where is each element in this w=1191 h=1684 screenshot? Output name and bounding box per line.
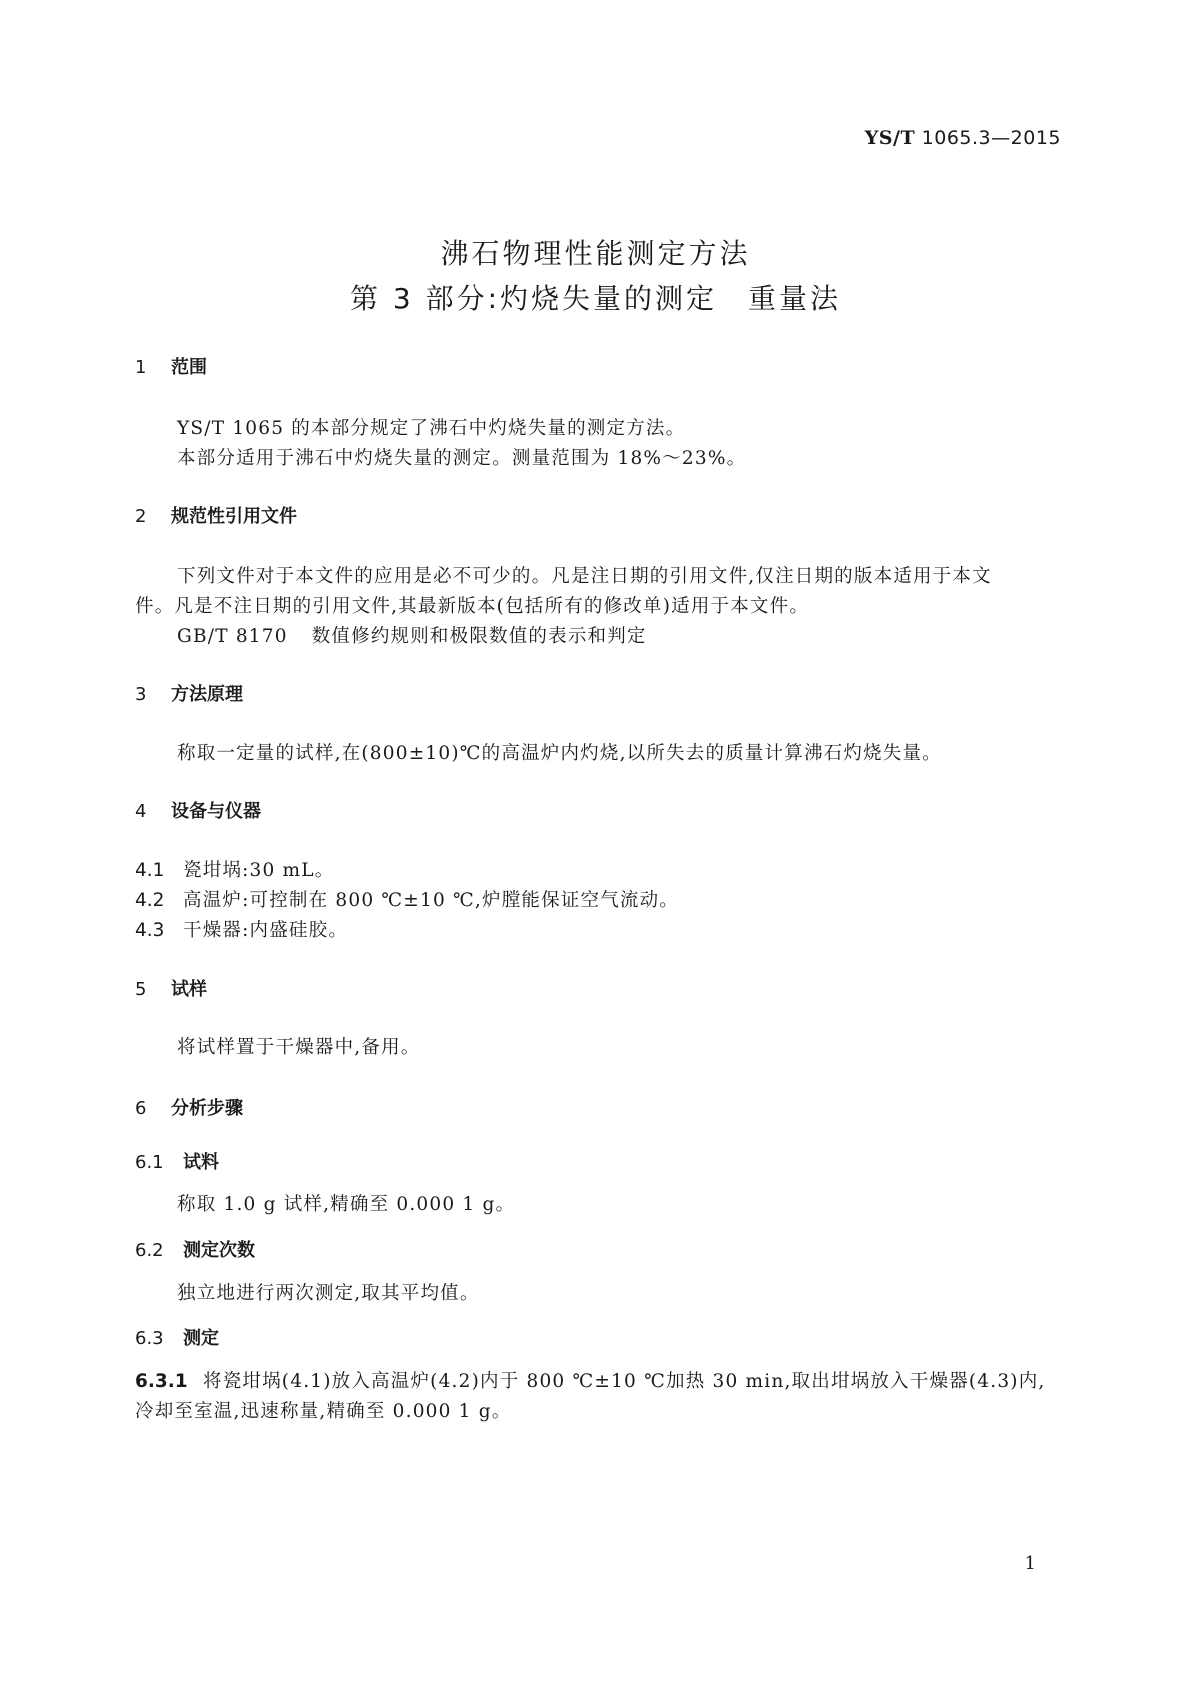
subsection-6-2-heading bbox=[135, 1236, 255, 1262]
item-number: 4.1 bbox=[135, 860, 165, 881]
document-title-line1: 沸石物理性能测定方法 bbox=[440, 237, 751, 270]
subsection-6-1-heading bbox=[135, 1148, 219, 1174]
section-6-number: 6 bbox=[135, 1098, 147, 1119]
item-number: 4.2 bbox=[135, 890, 165, 911]
subsection-number: 6.2 bbox=[135, 1240, 164, 1261]
section-5-title: 试样 bbox=[171, 979, 207, 1000]
section-1-paragraph-2: 本部分适用于沸石中灼烧失量的测定。测量范围为 18%～23%。 bbox=[177, 448, 747, 469]
section-2-title: 规范性引用文件 bbox=[171, 506, 297, 527]
list-item bbox=[135, 886, 679, 912]
normative-reference bbox=[177, 622, 647, 648]
item-number: 4.3 bbox=[135, 920, 165, 941]
section-3-number: 3 bbox=[135, 684, 147, 705]
subsection-6-2-paragraph: 独立地进行两次测定,取其平均值。 bbox=[177, 1283, 480, 1304]
subsection-number: 6.3 bbox=[135, 1328, 164, 1349]
section-3-paragraph: 称取一定量的试样,在(800±10)℃的高温炉内灼烧,以所失去的质量计算沸石灼烧失量。 bbox=[177, 743, 942, 764]
item-text: 高温炉:可控制在 800 ℃±10 ℃,炉膛能保证空气流动。 bbox=[183, 890, 679, 911]
item-text: 干燥器:内盛硅胶。 bbox=[183, 920, 349, 941]
section-3-heading bbox=[135, 680, 243, 706]
section-1-heading bbox=[135, 353, 207, 379]
document-title-line2: 第 3 部分:灼烧失量的测定 重量法 bbox=[349, 282, 842, 315]
subsection-6-1-paragraph: 称取 1.0 g 试样,精确至 0.000 1 g。 bbox=[177, 1194, 516, 1215]
section-2-paragraph-line-2: 件。凡是不注日期的引用文件,其最新版本(包括所有的修改单)适用于本文件。 bbox=[135, 596, 810, 617]
standard-code bbox=[865, 127, 1061, 149]
subsection-title: 测定次数 bbox=[183, 1240, 255, 1261]
list-item bbox=[135, 916, 348, 942]
section-6-title: 分析步骤 bbox=[171, 1098, 243, 1119]
step-number: 6.3.1 bbox=[135, 1371, 188, 1392]
section-6-heading bbox=[135, 1094, 243, 1120]
section-5-number: 5 bbox=[135, 979, 147, 1000]
section-4-title: 设备与仪器 bbox=[171, 801, 261, 822]
section-5-heading bbox=[135, 975, 207, 1001]
section-2-paragraph-line-1: 下列文件对于本文件的应用是必不可少的。凡是注日期的引用文件,仅注日期的版本适用于本文 bbox=[177, 566, 992, 587]
item-text: 瓷坩埚:30 mL。 bbox=[183, 860, 335, 881]
step-6-3-1-line-1 bbox=[135, 1367, 1046, 1393]
standard-number: 1065.3—2015 bbox=[921, 127, 1061, 149]
section-2-number: 2 bbox=[135, 506, 147, 527]
subsection-6-3-heading bbox=[135, 1324, 219, 1350]
section-3-title: 方法原理 bbox=[171, 684, 243, 705]
page-number: 1 bbox=[1024, 1553, 1036, 1574]
standard-prefix: YS/T bbox=[864, 127, 916, 149]
subsection-number: 6.1 bbox=[135, 1152, 164, 1173]
section-2-heading bbox=[135, 502, 297, 528]
step-text-line-1: 将瓷坩埚(4.1)放入高温炉(4.2)内于 800 ℃±10 ℃加热 30 min,取出坩埚放入干燥器(4.3)内, bbox=[203, 1371, 1046, 1392]
section-5-paragraph: 将试样置于干燥器中,备用。 bbox=[177, 1037, 421, 1058]
list-item bbox=[135, 856, 334, 882]
reference-code: GB/T 8170 bbox=[177, 626, 288, 647]
step-6-3-1-line-2: 冷却至室温,迅速称量,精确至 0.000 1 g。 bbox=[135, 1401, 512, 1422]
reference-title: 数值修约规则和极限数值的表示和判定 bbox=[311, 626, 647, 647]
section-4-heading bbox=[135, 797, 261, 823]
section-1-number: 1 bbox=[135, 357, 147, 378]
section-1-title: 范围 bbox=[171, 357, 207, 378]
subsection-title: 测定 bbox=[183, 1328, 219, 1349]
section-1-paragraph-1: YS/T 1065 的本部分规定了沸石中灼烧失量的测定方法。 bbox=[177, 418, 686, 439]
subsection-title: 试料 bbox=[183, 1152, 219, 1173]
section-4-number: 4 bbox=[135, 801, 147, 822]
